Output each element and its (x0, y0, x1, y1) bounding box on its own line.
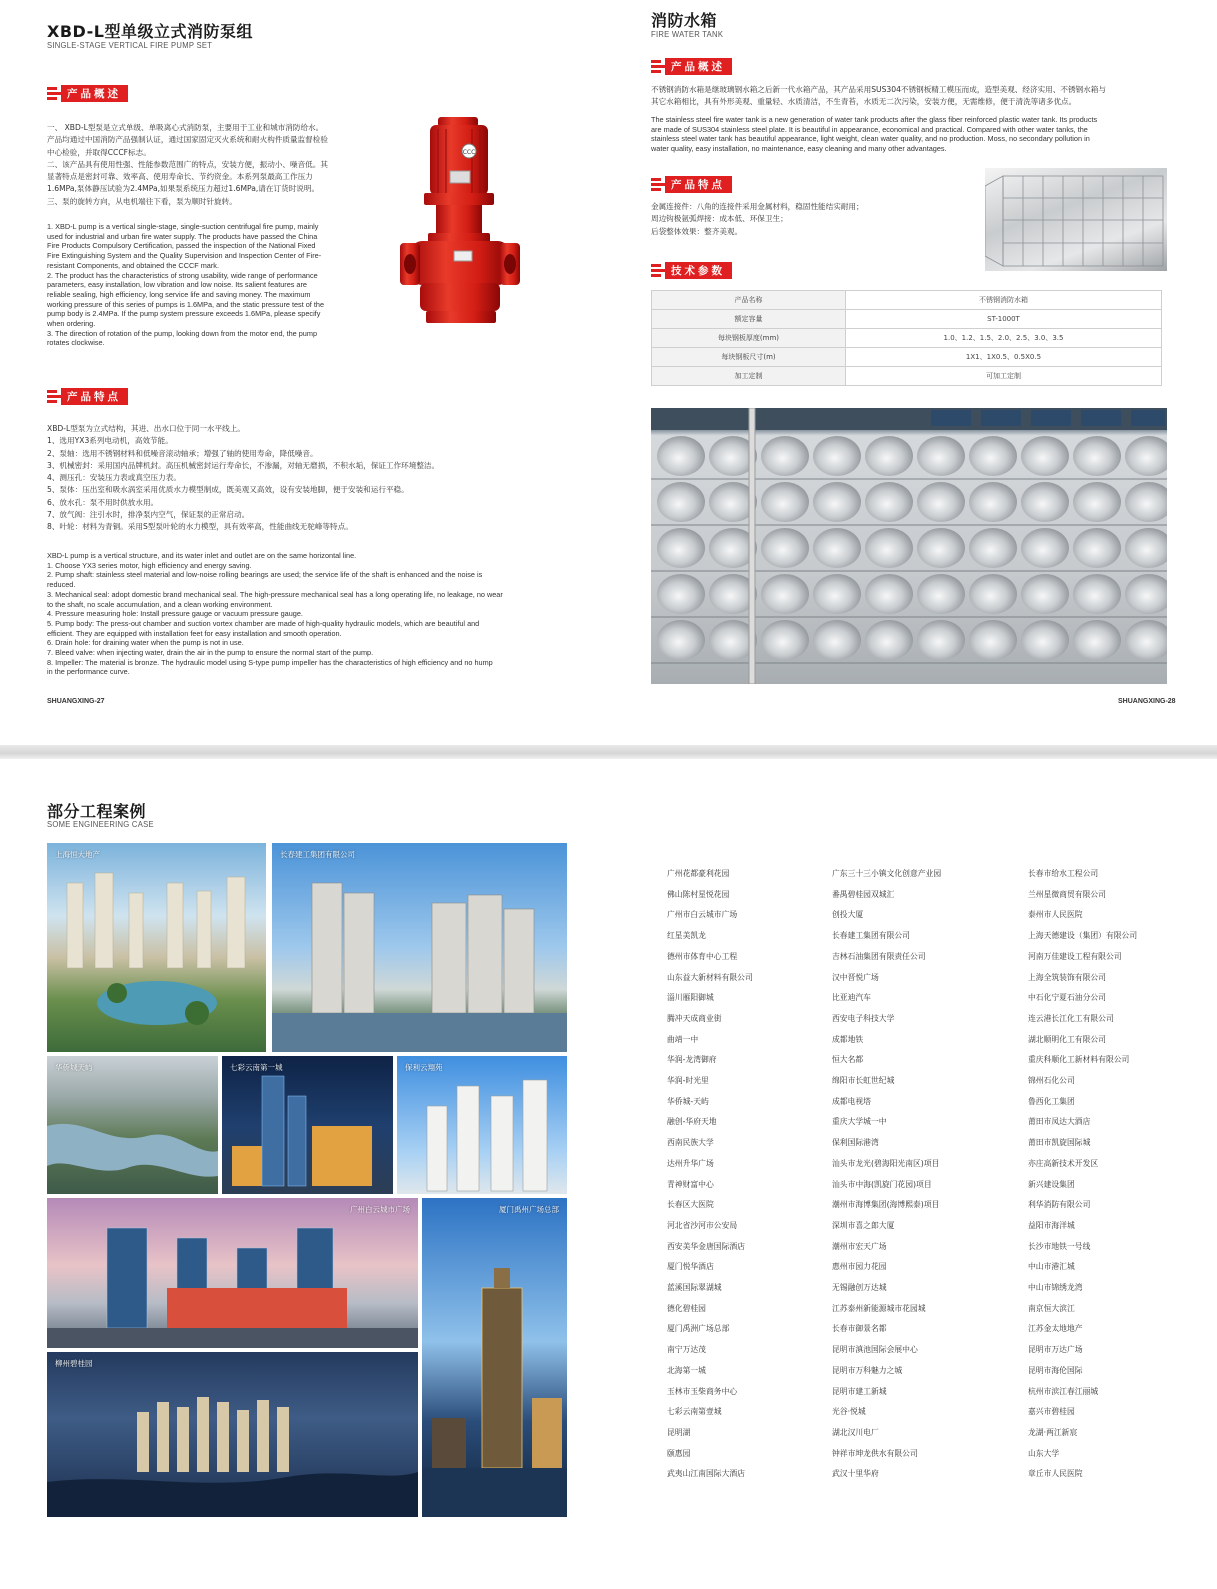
page-number-left: SHUANGXING-27 (47, 698, 105, 705)
list-item: 泰州市人民医院 (1028, 910, 1083, 920)
list-item: 重庆科顺化工新材料有限公司 (1028, 1055, 1130, 1065)
pump-features-cn: XBD-L型泵为立式结构，其进、出水口位于同一水平线上。 1、选用YX3系列电动机，高效节能。 2、泵轴：选用不锈钢材料和低噪音滚动轴承；增强了轴的使用寿命，降低噪音。 3、机械密封：采用国内品牌机封。高压机械密封运行寿命长，不渗漏，对轴无磨损，不积水垢，保证工作环境整洁。 4、测压孔：安装压力表或真空压力表。 5、泵体：压出室和吸水涡室采用优质水力模型制成，既美观又高效，设有安装地脚，便于安装和运行平稳。 6、放水孔：泵不用时供放水用。 7、放气阀：注引水时，排净泵内空气，保证泵的正常启动。 8、叶轮：材料为青铜。采用S型泵叶轮的水力模型，具有效率高，性能曲线无驼峰等特点。 (47, 424, 440, 532)
list-item: 颐惠园 (667, 1448, 691, 1458)
list-item: 杭州市滨江春江丽城 (1028, 1386, 1099, 1396)
case-photo-changchun-construction (272, 843, 567, 1052)
tank-overview-en: The stainless steel fire water tank is a new generation of water tank products after the glass fiber reinforced plastic water tank. Its products are made of SUS304 stainless steel plate. It is beautiful in appearance, economical and practical. Compared with other water tanks, the stainless steel water tank has beautiful appearance, light weight, clean water quality, and no production. Moss, no secondary pollution in water quality, easy installation, no maintenance, easy cleaning and many other advantages. (651, 115, 1098, 154)
list-item: 西安美华金唐国际酒店 (667, 1241, 745, 1251)
list-item: 中山市港汇城 (1028, 1262, 1075, 1272)
photo-caption: 华侨城天屿 (55, 1063, 93, 1072)
building-illustration (47, 1352, 418, 1517)
list-item: 龙湖·两江新宸 (1028, 1427, 1078, 1437)
table-row: 每块钢板厚度(mm) 1.0、1.2、1.5、2.0、2.5、3.0、3.5 (652, 329, 1162, 348)
list-item: 亦庄高新技术开发区 (1028, 1158, 1099, 1168)
list-item: 华侨城-天屿 (667, 1096, 709, 1106)
pump-overview-tag: 产品概述 (47, 85, 128, 102)
list-item: 长沙市地铁一号线 (1028, 1241, 1091, 1251)
list-item: 河南万佳建设工程有限公司 (1028, 951, 1122, 961)
list-item: 无锡融创万达城 (832, 1283, 887, 1293)
river-illustration (47, 1056, 218, 1194)
tank-spec-tag: 技术参数 (651, 262, 732, 279)
list-item: 上海全筑装饰有限公司 (1028, 972, 1106, 982)
tank-photo-small (985, 168, 1167, 271)
list-item: 武夷山江南国际大酒店 (667, 1469, 745, 1479)
list-item: 绵阳市长虹世纪城 (832, 1076, 895, 1086)
list-item: 融创-华府天地 (667, 1117, 717, 1127)
list-item: 玉林市玉柴商务中心 (667, 1386, 738, 1396)
list-item: 鲁西化工集团 (1028, 1096, 1075, 1106)
list-item: 北海第一城 (667, 1365, 706, 1375)
list-item: 章丘市人民医院 (1028, 1469, 1083, 1479)
list-item: 汕头市龙光(碧海阳光南区)项目 (832, 1158, 940, 1168)
case-list-col2 (832, 864, 941, 1485)
list-item: 西南民族大学 (667, 1138, 714, 1148)
list-item: 厦门悦华酒店 (667, 1262, 714, 1272)
list-item: 光谷·悦城 (832, 1407, 866, 1417)
pump-page-title: XBD-L型单级立式消防泵组 (47, 22, 253, 41)
list-item: 淄川雁阳御城 (667, 993, 714, 1003)
list-item: 德州市体育中心工程 (667, 951, 738, 961)
list-item: 钟祥市坤龙供水有限公司 (832, 1448, 918, 1458)
photo-caption: 柳州碧桂园 (55, 1359, 93, 1368)
tank-photo-large (651, 408, 1167, 684)
list-item: 利华消防有限公司 (1028, 1200, 1091, 1210)
list-item: 莆田市凤达大酒店 (1028, 1117, 1091, 1127)
list-item: 南宁万达茂 (667, 1345, 706, 1355)
case-photo-xiamen-yuzhou (422, 1198, 567, 1517)
photo-caption: 广州白云城市广场 (350, 1205, 410, 1214)
case-photo-liuzhou-country-garden (47, 1352, 418, 1517)
list-item: 南京恒大滨江 (1028, 1303, 1075, 1313)
list-item: 七彩云南第壹城 (667, 1407, 722, 1417)
svg-text:CCC: CCC (462, 149, 476, 156)
pump-features-en: XBD-L pump is a vertical structure, and its water inlet and outlet are on the same horizontal line. 1. Choose YX3 series motor, high efficiency and energy saving. 2. Pump shaft: stainless steel material and low-noise rolling bearings are used; the service life of the shaft is enhanced and the noise is reduced. 3. Mechanical seal: adopt domestic brand mechanical seal. The high-pressure mechanical seal has a long operating life, no leakage, no wear to the shaft, no scale accumulation, and a clean working environment. 4. Pressure measuring hole: Install pressure gauge or vacuum pressure gauge. 5. Pump body: The press-out chamber and suction vortex chamber are made of high-quality hydraulic models, which are beautiful and efficient. They are equipped with installation feet for easy installation and smooth operation. 6. Drain hole: for draining water when the pump is not in use. 7. Bleed valve: when injecting water, drain the air in the pump to ensure the normal start of the pump. 8. Impeller: The material is bronze. The hydraulic model using S-type pump impeller has the characteristics of high efficiency and no hump in the performance curve. (47, 551, 503, 677)
case-list-col3 (1028, 864, 1137, 1485)
cases-page-title: 部分工程案例 (47, 802, 147, 821)
list-item: 长春区大医院 (667, 1200, 714, 1210)
list-item: 湖北顺明化工有限公司 (1028, 1034, 1106, 1044)
list-item: 德化碧桂园 (667, 1303, 706, 1313)
flag-icon (651, 58, 665, 75)
list-item: 嘉兴市碧桂园 (1028, 1407, 1075, 1417)
list-item: 比亚迪汽车 (832, 993, 871, 1003)
building-illustration (222, 1056, 393, 1194)
pump-overview-cn: 一、 XBD-L型泵是立式单级、单吸离心式消防泵，主要用于工业和城市消防给水。 产品均通过中国消防产品强制认证，通过国家固定灭火系统和耐火构件质量监督检验 中心检验，并取得CCCF标志。 二、该产品具有使用性强、性能参数范围广的特点，安装方便，振动小、噪音低。其 显著特点是密封可靠、效率高、使用寿命长、节约资金。本系列泵最高工作压力 1.6MPa,泵体静压试验为2.4MPa,如果泵系统压力超过1.6MPa,请在订货时说明。 三、泵的旋转方向，从电机端往下看，泵为顺时针旋转。 (47, 123, 328, 206)
list-item: 中山市锦绣龙湾 (1028, 1283, 1083, 1293)
list-item: 汉中晋悦广场 (832, 972, 879, 982)
table-row: 加工定制 可加工定制 (652, 367, 1162, 386)
table-row: 产品名称 不锈钢消防水箱 (652, 291, 1162, 310)
list-item: 益阳市海洋城 (1028, 1220, 1075, 1230)
list-item: 西安电子科技大学 (832, 1013, 895, 1023)
photo-caption: 厦门禹州广场总部 (499, 1205, 559, 1214)
list-item: 华润-时光里 (667, 1076, 709, 1086)
spread-divider (0, 745, 1217, 759)
flag-icon (47, 388, 61, 405)
photo-caption: 长春建工集团有限公司 (280, 850, 355, 859)
case-photo-guangzhou-baiyun (47, 1198, 418, 1348)
case-list-col1 (667, 864, 753, 1485)
tank-panels (651, 408, 1167, 684)
list-item: 上海天德建设（集团）有限公司 (1028, 931, 1138, 941)
fire-pump-image (398, 115, 528, 335)
tank-panel-grid (985, 168, 1167, 271)
list-item: 江苏泰州新能源城市花园城 (832, 1303, 926, 1313)
cases-page-subtitle: SOME ENGINEERING CASE (47, 819, 154, 829)
list-item: 山东益大新材料有限公司 (667, 972, 753, 982)
list-item: 锦州石化公司 (1028, 1076, 1075, 1086)
bottom-spread (0, 759, 1217, 1589)
list-item: 创投大厦 (832, 910, 864, 920)
page-number-right: SHUANGXING-28 (1118, 698, 1176, 705)
list-item: 广东三十三小镇文化创意产业园 (832, 869, 942, 878)
building-illustration (422, 1198, 567, 1517)
list-item: 广州市白云城市广场 (667, 910, 738, 920)
tank-overview-tag: 产品概述 (651, 58, 732, 75)
list-item: 武汉十里华府 (832, 1469, 879, 1479)
case-photo-colorful-yunnan (222, 1056, 393, 1194)
list-item: 曲靖一中 (667, 1034, 699, 1044)
list-item: 吉林石油集团有限责任公司 (832, 951, 926, 961)
case-photo-poly-yunxiang (397, 1056, 567, 1194)
flag-icon (651, 176, 665, 193)
list-item: 莆田市凯旋国际城 (1028, 1138, 1091, 1148)
case-photo-oct-tianyu (47, 1056, 218, 1194)
list-item: 昆明市海伦国际 (1028, 1365, 1083, 1375)
list-item: 昆明湖 (667, 1427, 691, 1437)
list-item: 成都地铁 (832, 1034, 864, 1044)
flag-icon (651, 262, 665, 279)
tank-features-tag: 产品特点 (651, 176, 732, 193)
list-item: 番禺碧桂园双城汇 (832, 889, 895, 899)
pump-page-subtitle: SINGLE-STAGE VERTICAL FIRE PUMP SET (47, 40, 213, 50)
list-item: 保利国际港湾 (832, 1138, 879, 1148)
tank-overview-cn: 不锈钢消防水箱是继玻璃钢水箱之后新一代水箱产品，其产品采用SUS304不锈钢板精工模压而成，造型美观、经济实用、不锈钢水箱与 其它水箱相比，具有外形美观、重量轻、水质清洁，不生青苔，水质无二次污染，安装方便，无需维修，便于清洗等诸多优点。 (651, 85, 1106, 107)
list-item: 潮州市宏天广场 (832, 1241, 887, 1251)
list-item: 深圳市喜之郎大厦 (832, 1220, 895, 1230)
list-item: 华润-龙湾御府 (667, 1055, 717, 1065)
list-item: 蓝溪国际翠湖城 (667, 1283, 722, 1293)
top-spread (0, 0, 1217, 745)
tank-features-cn: 金属连接件：八角的连接件采用金属材料，稳固性能结实耐用； 周边钩极氩弧焊接：成本低、环保卫生； 后袋整体效果：整齐美观。 (651, 202, 864, 236)
photo-caption: 上海恒大地产 (55, 850, 100, 859)
list-item: 连云港长江化工有限公司 (1028, 1013, 1114, 1023)
list-item: 江苏金太地地产 (1028, 1324, 1083, 1334)
list-item: 昆明市建工新城 (832, 1386, 887, 1396)
list-item: 昆明市万达广场 (1028, 1345, 1083, 1355)
list-item: 厦门禹洲广场总部 (667, 1324, 730, 1334)
list-item: 腾冲天成商业街 (667, 1013, 722, 1023)
list-item: 长春市御景名都 (832, 1324, 887, 1334)
list-item: 达州升华广场 (667, 1158, 714, 1168)
list-item: 昆明市滇池国际会展中心 (832, 1345, 918, 1355)
flag-icon (47, 85, 61, 102)
list-item: 昆明市万科魅力之城 (832, 1365, 903, 1375)
list-item: 中石化宁夏石油分公司 (1028, 993, 1106, 1003)
building-illustration (272, 843, 567, 1052)
list-item: 佛山陈村星悦花园 (667, 889, 730, 899)
photo-caption: 保利云翔苑 (405, 1063, 443, 1072)
tank-page-subtitle: FIRE WATER TANK (651, 29, 724, 39)
table-row: 每块钢板尺寸(m) 1X1、1X0.5、0.5X0.5 (652, 348, 1162, 367)
table-row: 额定容量 ST-1000T (652, 310, 1162, 329)
list-item: 河北省沙河市公安局 (667, 1220, 738, 1230)
list-item: 兰州星微商贸有限公司 (1028, 889, 1106, 899)
list-item: 山东大学 (1028, 1448, 1060, 1458)
pump-features-tag: 产品特点 (47, 388, 128, 405)
building-illustration (397, 1056, 567, 1194)
list-item: 成都电视塔 (832, 1096, 871, 1106)
list-item: 重庆大学城一中 (832, 1117, 887, 1127)
list-item: 汕头市中海(凯旋门花园)项目 (832, 1179, 932, 1189)
list-item: 长春建工集团有限公司 (832, 931, 910, 941)
list-item: 红星美凯龙 (667, 931, 706, 941)
tank-page-title: 消防水箱 (651, 11, 718, 30)
list-item: 新兴建设集团 (1028, 1179, 1075, 1189)
tank-spec-table (651, 290, 1162, 386)
building-illustration (47, 843, 266, 1052)
case-photo-shanghai-evergrande (47, 843, 266, 1052)
list-item: 青神财富中心 (667, 1179, 714, 1189)
building-illustration (47, 1198, 418, 1348)
list-item: 广州花都豪利花园 (667, 869, 730, 878)
photo-caption: 七彩云南第一城 (230, 1063, 283, 1072)
list-item: 湖北汉川电厂 (832, 1427, 879, 1437)
list-item: 惠州市园力花园 (832, 1262, 887, 1272)
list-item: 潮州市海博集团(海博熙泰)项目 (832, 1200, 940, 1210)
list-item: 恒大名都 (832, 1055, 864, 1065)
pump-overview-en: 1. XBD-L pump is a vertical single-stage, single-suction centrifugal fire pump, mainly used for industrial and urban fire water supply. The products have passed the China Fire Products Compulsory Certification, passed the inspection of the National Fixed Fire Extinguishing System and the Quality Supervision and Inspection Center of Fire- resistant Components, and obtained the CCCF mark. 2. The product has the characteristics of strong usability, wide range of performance parameters, easy installation, low vibration and low noise. Its salient features are reliable sealing, high efficiency, long service life and saving money. The maximum working pressure of this series of pumps is 1.6MPa, and the static pressure test of the pump body is 2.4MPa. If the pump system pressure exceeds 1.6MPa, please specify when ordering. 3. The direction of rotation of the pump, looking down from the motor end, the pump rotates clockwise. (47, 222, 325, 348)
list-item: 长春市给水工程公司 (1028, 869, 1099, 878)
